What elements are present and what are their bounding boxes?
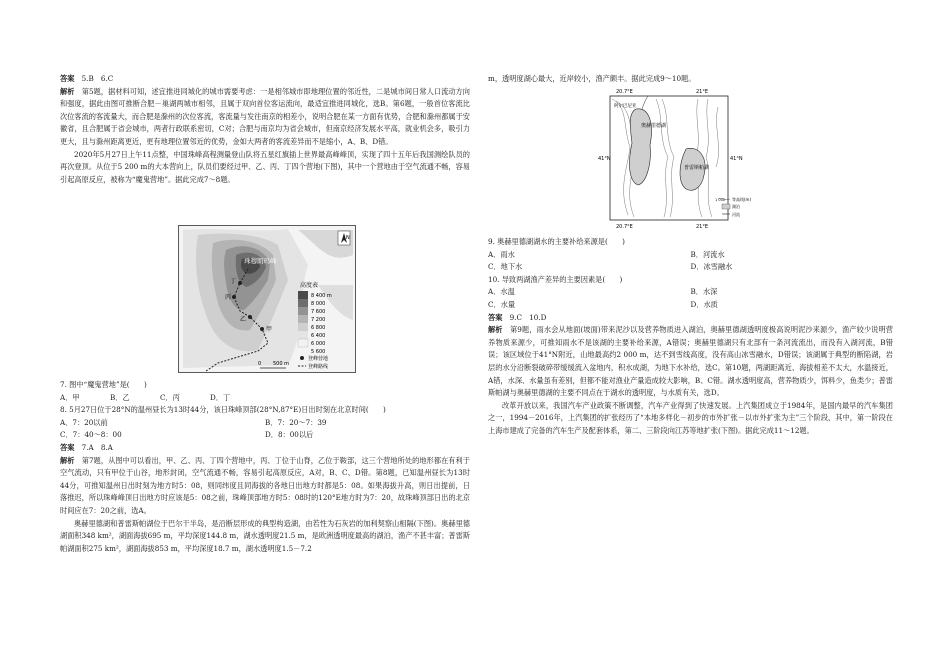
legend-route: 登峰路线 — [308, 364, 329, 370]
svg-text:5 600: 5 600 — [311, 349, 326, 355]
options-7: A．甲 B．乙 C．丙 D．丁 — [60, 392, 231, 402]
answer-7-8: 答案 7.A 8.A — [60, 442, 113, 452]
question-8: 8. 5月27日位于28°N的温州昼长为13时44分，该日珠峰顶部(28°N,87°E)日出时刻在北京时间( ) — [60, 405, 386, 415]
svg-text:20.7°E: 20.7°E — [616, 224, 633, 230]
explanation-5-6: 解析 第5题，据材料可知，述宜推进同城化的城市需要考虑：一是相邻城市即地理位置的邻近性，二是城市间日常人口流动方向和强度，据此由图可推断合肥－巢湖两城市相邻，且属于双向首位客运流向，最适宜推进同城化，选B。第6题，一般首位客流比次位客流的客流量大，而合肥是滁州的次位客流，客流量与发往南京的相差小，说明合肥在某一方面有优势，合肥和滁州都属于安徽省，且合肥属于省会城市，两者行政联系密切，C对；合肥与南京均为省会城市，但南京经济发展水平高，就业机会多，吸引力更大，且与滁州距离更近，更有地理位置邻近的优势，金如大两者的客流差异而不是缩小，A、B、D错。 — [60, 86, 470, 146]
options-10a: A．水温 B．水深 — [488, 287, 718, 297]
svg-text:6 000: 6 000 — [311, 341, 326, 347]
svg-text:6 400: 6 400 — [311, 333, 326, 339]
answer-5-6: 答案 5.B 6.C — [60, 74, 114, 83]
svg-text:1 000: 1 000 — [715, 198, 726, 202]
intro-11-12: 改革开放以来，我国汽车产业政策不断调整，汽车产业得到了快速发展。上汽集团成立于1984年，是国内最早的汽车集团之一，1994－2016年，上汽集团的扩张经历了“本地多样化－初步的市外扩张－以市外扩张为主”三个阶段，其中，第一阶段在上海市建成了完备的汽车生产及配套体系，第二、三阶段向江苏等地扩张(下图)。据此完成11～12题。 — [488, 400, 893, 435]
options-9b: C．地下水 D．冰雪融水 — [488, 262, 733, 272]
lakes-map — [598, 87, 752, 230]
lake-ohrid-label: 奥赫里德湖 — [641, 123, 667, 129]
camp-label: 丁 — [230, 278, 237, 285]
scale-value: 500 m — [273, 361, 290, 367]
svg-text:8 400 m: 8 400 m — [311, 293, 332, 299]
scale-zero: 0 — [258, 361, 262, 367]
intro-9-10-cont: m，透明度湖心最大，近岸较小，渔产颇丰。据此完成9～10题。 — [488, 74, 696, 83]
question-9: 9. 奥赫里德湖湖水的主要补给来源是( ) — [488, 237, 625, 246]
country-label: 阿尔巴尼亚 — [614, 104, 637, 109]
explanation-7-8: 解析 第7题，从图中可以看出，甲、乙、丙、丁四个营地中，丙、丁位于山脊，乙位于鞍部，这三个营地所处的地形都在有利于空气流动，只有甲位于山谷，地形封闭，空气流通不畅，容易引起高原反应，A对，B、C、D错。第8题，已知温州昼长为13时44分，可推知温州日出时刻为地方时5：08，则同纬度且同海拔的各地日出地方时都是5：08。如果海拔升高，则日出提前，日落推迟，所以珠峰峰顶日出地方时应该是5：08之前，珠峰顶部地方时5：08时的120°E地方时为7：20，故珠峰顶部日出的北京时间应在7：20之前，选A。 — [60, 455, 470, 515]
svg-text:河流: 河流 — [732, 212, 740, 217]
intro-7-8: 2020年5月27日上午11点整，中国珠峰高程测量登山队将五星红旗插上世界最高峰峰顶，实现了四十五年后我国测绘队员的再次登顶。从位于5 200 m的大本营向上，队员们要经过甲、乙、丙、丁四个营地(下图)，其中一个营地由于空气流通不畅，容易引起高原反应，被称为“魔鬼营地”。据此完成7～8题。 — [60, 149, 470, 184]
explanation-9-10: 解析 第9题，雨水会从地面(坡面)带来泥沙以及营养物质进入湖泊，奥赫里德湖透明度极高说明泥沙来源少，渔产较少说明营养物质来源少，可推知雨水不是该湖的主要补给来源，A错误；奥赫里德湖只有北部有一条河流流出，而没有入湖河流，B错误；该区域位于41°N附近，山地最高约2 000 m，达不到雪线高度，没有高山冰雪融水，D错误；该湖属于典型的断陷湖，岩层的水分沿断裂破碎带缓缓流入盆地内，积水成湖，为地下水补给，选C。第10题，两湖距离近、海拔相差不太大，水温接近，A错，水深、水量虽有差别，但都不能对渔业产量造成较大影响，B、C错。湖水透明度高，营养物质少，饵料少，鱼类少；普雷斯帕湖与奥赫里德湖的主要不同点在于湖水的透明度，与水质有关，选D。 — [488, 325, 893, 398]
svg-text:21°E: 21°E — [696, 224, 709, 230]
camp-label: 甲 — [266, 326, 273, 333]
svg-text:8 000: 8 000 — [311, 301, 326, 307]
lat-label: 41°N — [598, 156, 611, 162]
legend-title: 高度表 — [300, 282, 319, 289]
svg-text:6 800: 6 800 — [311, 325, 326, 331]
svg-text:湖泊: 湖泊 — [732, 204, 740, 209]
camp-label: 丙 — [225, 294, 232, 301]
options-8b: C．7：40～8：00 D．8：00以后 — [60, 430, 314, 440]
camp-label: 乙 — [240, 316, 247, 323]
question-7: 7. 图中“魔鬼营地”是( ) — [60, 380, 147, 389]
svg-text:20.7°E: 20.7°E — [616, 89, 633, 95]
lake-prespa-label: 普雷斯帕湖 — [684, 165, 710, 171]
lat-label: 41°N — [730, 156, 743, 162]
intro-9-10: 奥赫里德湖和普雷斯帕湖位于巴尔干半岛，是沿断层形成的典型构造湖，由若性为石灰岩的加利契察山相隔(下图)。奥赫里德湖面积348 km²，湖面海拔695 m，平均深度144.8 m，湖水透明度21.5 m，是欧洲透明度最高的湖泊，渔产不甚丰富；普雷斯帕湖面积275 km²，湖面海拔853 m，平均深度18.7 m，湖水透明度1.5－7.2 — [60, 518, 470, 553]
svg-text:21°E: 21°E — [696, 89, 709, 95]
options-10b: C．水量 D．水质 — [488, 299, 718, 309]
options-9a: A．雨水 B．河流水 — [488, 249, 725, 259]
question-10: 10. 导致两湖渔产差异的主要因素是( ) — [488, 274, 623, 284]
everest-topo-map — [178, 225, 356, 373]
svg-text:7 600: 7 600 — [311, 309, 326, 315]
answer-9-10: 答案 9.C 10.D — [488, 312, 547, 322]
svg-text:等高线(m): 等高线(m) — [732, 197, 752, 202]
svg-text:N: N — [346, 235, 350, 241]
svg-text:7 200: 7 200 — [311, 317, 326, 323]
options-8a: A．7：20以前 B．7：20～7：39 — [60, 417, 327, 427]
peak-label: 珠穆朗玛峰 — [244, 257, 277, 265]
legend-camp: 登峰营地 — [308, 356, 329, 362]
north-arrow — [338, 231, 350, 245]
